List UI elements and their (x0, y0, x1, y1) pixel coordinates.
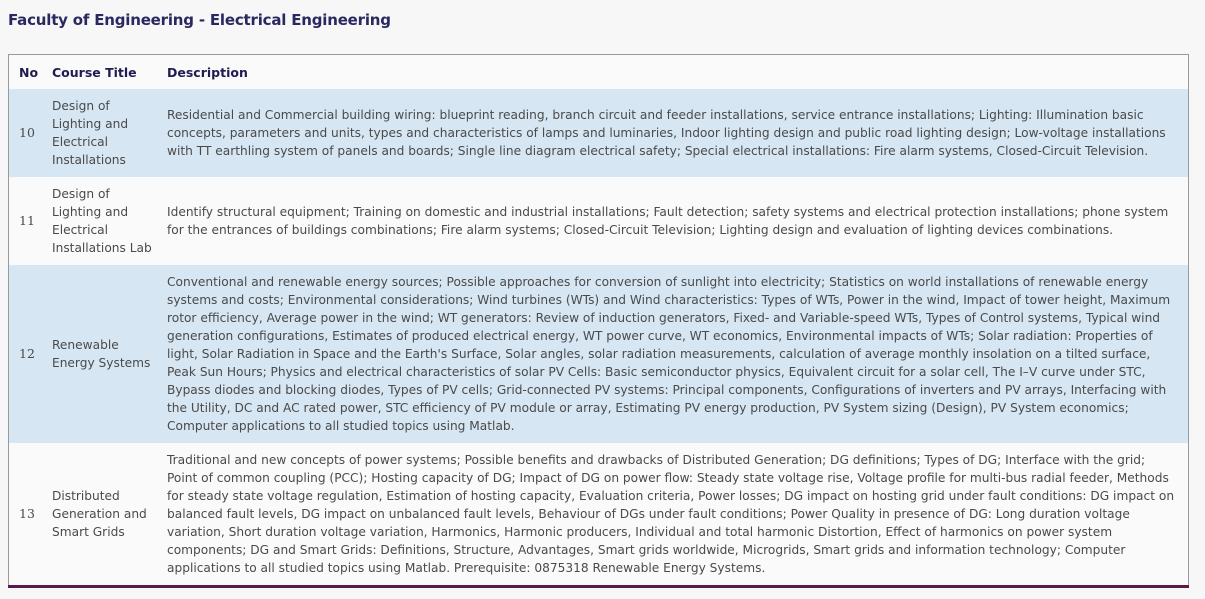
table-row (9, 265, 1188, 443)
course-number: 10 (9, 89, 42, 177)
header-no: No (19, 64, 39, 80)
course-table-container (8, 54, 1189, 588)
table-header-row (9, 55, 1188, 89)
course-table (9, 55, 1188, 585)
course-description: Identify structural equipment; Training on domestic and industrial installations; Fault detection; safety systems and electrical protection installations; phone system for the entrances of buildings combinations; Fire alarm systems; Closed-Circuit Television; Lighting design and evaluation of lighting devices combinations. (157, 177, 1188, 265)
header-course-title: Course Title (52, 64, 137, 80)
course-number: 11 (9, 177, 42, 265)
table-row (9, 89, 1188, 177)
table-row (9, 443, 1188, 585)
course-title: Distributed Generation and Smart Grids (42, 443, 157, 585)
header-description: Description (167, 64, 248, 80)
course-title: Renewable Energy Systems (42, 265, 157, 443)
course-description: Residential and Commercial building wiring: blueprint reading, branch circuit and feeder installations, service entrance installations; Lighting: Illumination basic concepts, parameters and units, types and characteristics of lamps and luminaries, Indoor lighting design and public road lighting design; Low-voltage installations with TT earthling system of panels and boards; Single line diagram electrical safety; Special electrical installations: Fire alarm systems, Closed-Circuit Television. (157, 89, 1188, 177)
course-description: Conventional and renewable energy sources; Possible approaches for conversion of sunlight into electricity; Statistics on world installations of renewable energy systems and costs; Environmental considerations; Wind turbines (WTs) and Wind characteristics: Types of WTs, Power in the wind, Impact of tower height, Maximum rotor efficiency, Average power in the wind; WT generators: Review of induction generators, Fixed- and Variable-speed WTs, Types of Control systems, Typical wind generation configurations, Estimates of produced electrical energy, WT power curve, WT economics, Environmental impacts of WTs; Solar radiation: Properties of light, Solar Radiation in Space and the Earth's Surface, Solar angles, solar radiation measurements, calculation of average monthly insolation on a tilted surface, Peak Sun Hours; Physics and electrical characteristics of solar PV Cells: Basic semiconductor physics, Equivalent circuit for a solar cell, The I–V curve under STC, Bypass diodes and blocking diodes, Types of PV cells; Grid-connected PV systems: Principal components, Configurations of inverters and PV arrays, Interfacing with the Utility, DC and AC rated power, STC efficiency of PV module or array, Estimating PV energy production, PV System sizing (Design), PV System economics; Computer applications to all studied topics using Matlab. (157, 265, 1188, 443)
course-title: Design of Lighting and Electrical Installations (42, 89, 157, 177)
course-title: Design of Lighting and Electrical Installations Lab (42, 177, 157, 265)
course-number: 12 (9, 265, 42, 443)
page-title: Faculty of Engineering - Electrical Engineering (8, 11, 391, 29)
table-row (9, 177, 1188, 265)
course-description: Traditional and new concepts of power systems; Possible benefits and drawbacks of Distributed Generation; DG definitions; Types of DG; Interface with the grid; Point of common coupling (PCC); Hosting capacity of DG; Impact of DG on power flow: Steady state voltage rise, Voltage profile for multi-bus radial feeder, Methods for steady state voltage regulation, Estimation of hosting capacity, Evaluation criteria, Power losses; DG impact on hosting grid under fault conditions: DG impact on balanced fault levels, DG impact on unbalanced fault levels, Behaviour of DGs under fault conditions; Power Quality in presence of DG: Long duration voltage variation, Short duration voltage variation, Harmonics, Harmonic producers, Individual and total harmonic Distortion, Effect of harmonics on power system components; DG and Smart Grids: Definitions, Structure, Advantages, Smart grids worldwide, Microgrids, Smart grids and information technology; Computer applications to all studied topics using Matlab. Prerequisite: 0875318 Renewable Energy Systems. (157, 443, 1188, 585)
course-number: 13 (9, 443, 42, 585)
